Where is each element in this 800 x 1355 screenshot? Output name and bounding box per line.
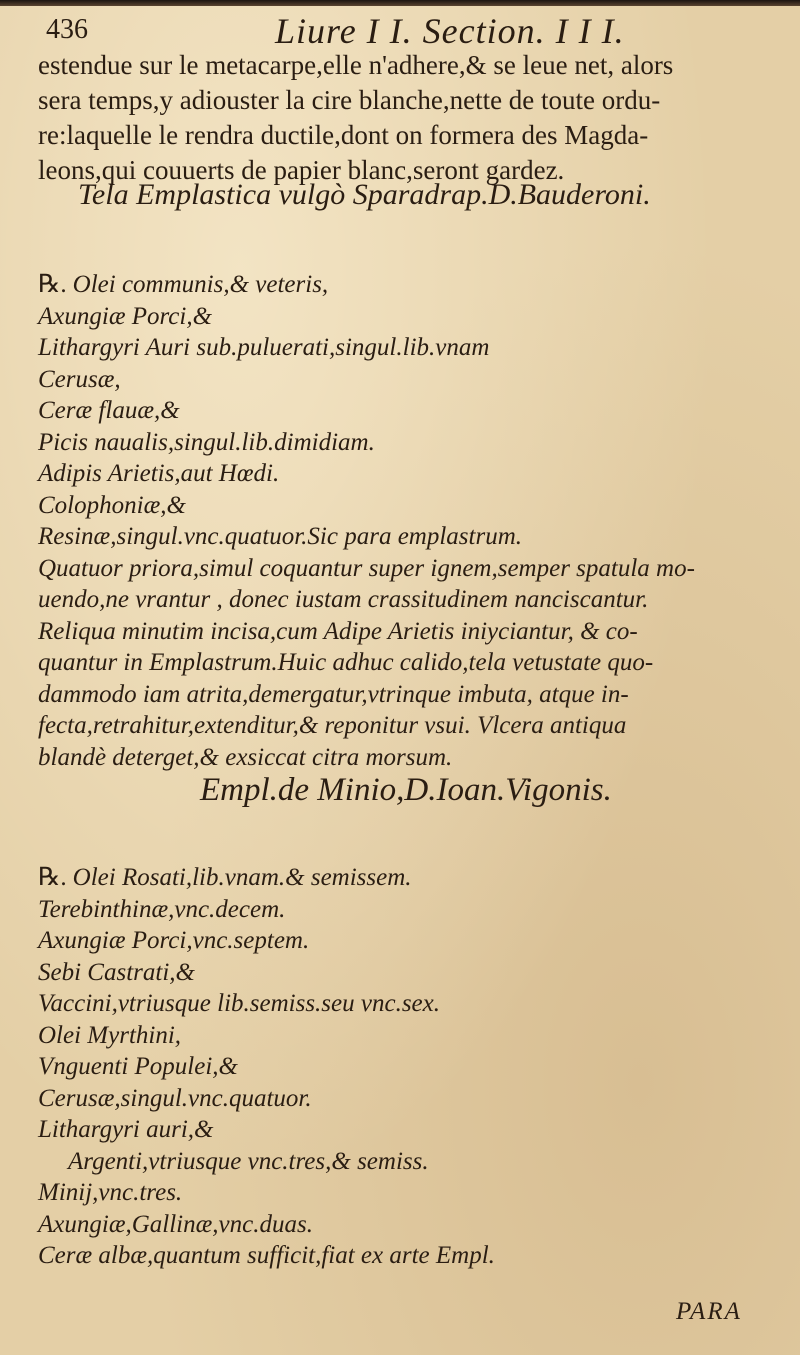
ingredient: Lithargyri Auri sub.puluerati,singul.lib.vnam (38, 334, 490, 361)
section-title: Empl.de Minio,D.Ioan.Vigonis. (200, 772, 612, 808)
ingredient: Colophoniæ,& (38, 491, 186, 519)
text-line: re:laquelle le rendra ductile,dont on formera des Magda- (38, 120, 649, 150)
text-line: sera temps,y adiouster la cire blanche,nette de toute ordu- (38, 85, 661, 115)
intro-paragraph (38, 48, 673, 188)
ingredient: Axungiæ Porci,vnc.septem. (38, 927, 310, 954)
text-line: estendue sur le metacarpe,elle n'adhere,& se leue net, alors (38, 50, 674, 80)
instruction-line: uendo,ne vrantur , donec iustam crassitudinem nanciscantur. (38, 586, 649, 613)
text-line: leons,qui couuerts de papier blanc,seront gardez. (38, 155, 565, 185)
ingredient: Olei communis,& veteris, (72, 271, 329, 298)
instruction-line: fecta,retrahitur,extenditur,& reponitur vsui. Vlcera antiqua (38, 712, 627, 739)
recipe-line (38, 862, 495, 894)
ingredient: Resinæ,singul.vnc.quatuor.Sic para emplastrum. (38, 523, 523, 550)
ingredient: Minij,vnc.tres. (38, 1179, 183, 1206)
instruction-line: blandè deterget,& exsiccat citra morsum. (38, 743, 453, 771)
instruction-line: dammodo iam atrita,demergatur,vtrinque imbuta, atque in- (38, 680, 629, 708)
ingredient: Olei Rosati,lib.vnam.& semissem. (72, 864, 412, 891)
recipe-section (38, 269, 695, 773)
recipe-section (38, 862, 495, 1272)
ingredient: Ceræ albæ,quantum sufficit,fiat ex arte Empl. (38, 1242, 495, 1269)
ingredient: Olei Myrthini, (38, 1021, 182, 1049)
ingredient: Argenti,vtriusque vnc.tres,& semiss. (68, 1147, 429, 1175)
page-number: 436 (46, 14, 88, 45)
catchword: PARA (676, 1298, 742, 1325)
ingredient: Picis naualis,singul.lib.dimidiam. (38, 428, 375, 456)
ingredient: Axungiæ Porci,& (38, 302, 213, 330)
recipe-line (38, 269, 695, 301)
instruction-line: quantur in Emplastrum.Huic adhuc calido,tela vetustate quo- (38, 649, 654, 676)
section-title: Tela Emplastica vulgò Sparadrap.D.Bauderoni. (78, 178, 651, 211)
ingredient: Ceræ flauæ,& (38, 397, 180, 424)
page-top-edge (0, 0, 800, 6)
ingredient: Adipis Arietis,aut Hœdi. (38, 460, 280, 487)
ingredient: Cerusæ, (38, 365, 121, 393)
recipe-symbol: ℞. (38, 271, 67, 298)
ingredient: Sebi Castrati,& (38, 958, 195, 986)
ingredient: Vaccini,vtriusque lib.semiss.seu vnc.sex. (38, 990, 440, 1017)
running-head: Liure I I. Section. I I I. (275, 11, 625, 51)
recipe-symbol: ℞. (38, 864, 67, 891)
ingredient: Cerusæ,singul.vnc.quatuor. (38, 1084, 312, 1112)
ingredient: Terebinthinæ,vnc.decem. (38, 895, 286, 923)
instruction-line: Reliqua minutim incisa,cum Adipe Arietis iniyciantur, & co- (38, 617, 638, 645)
ingredient: Vnguenti Populei,& (38, 1053, 238, 1080)
ingredient: Axungiæ,Gallinæ,vnc.duas. (38, 1210, 313, 1238)
instruction-line: Quatuor priora,simul coquantur super ignem,semper spatula mo- (38, 554, 695, 582)
ingredient: Lithargyri auri,& (38, 1116, 214, 1143)
